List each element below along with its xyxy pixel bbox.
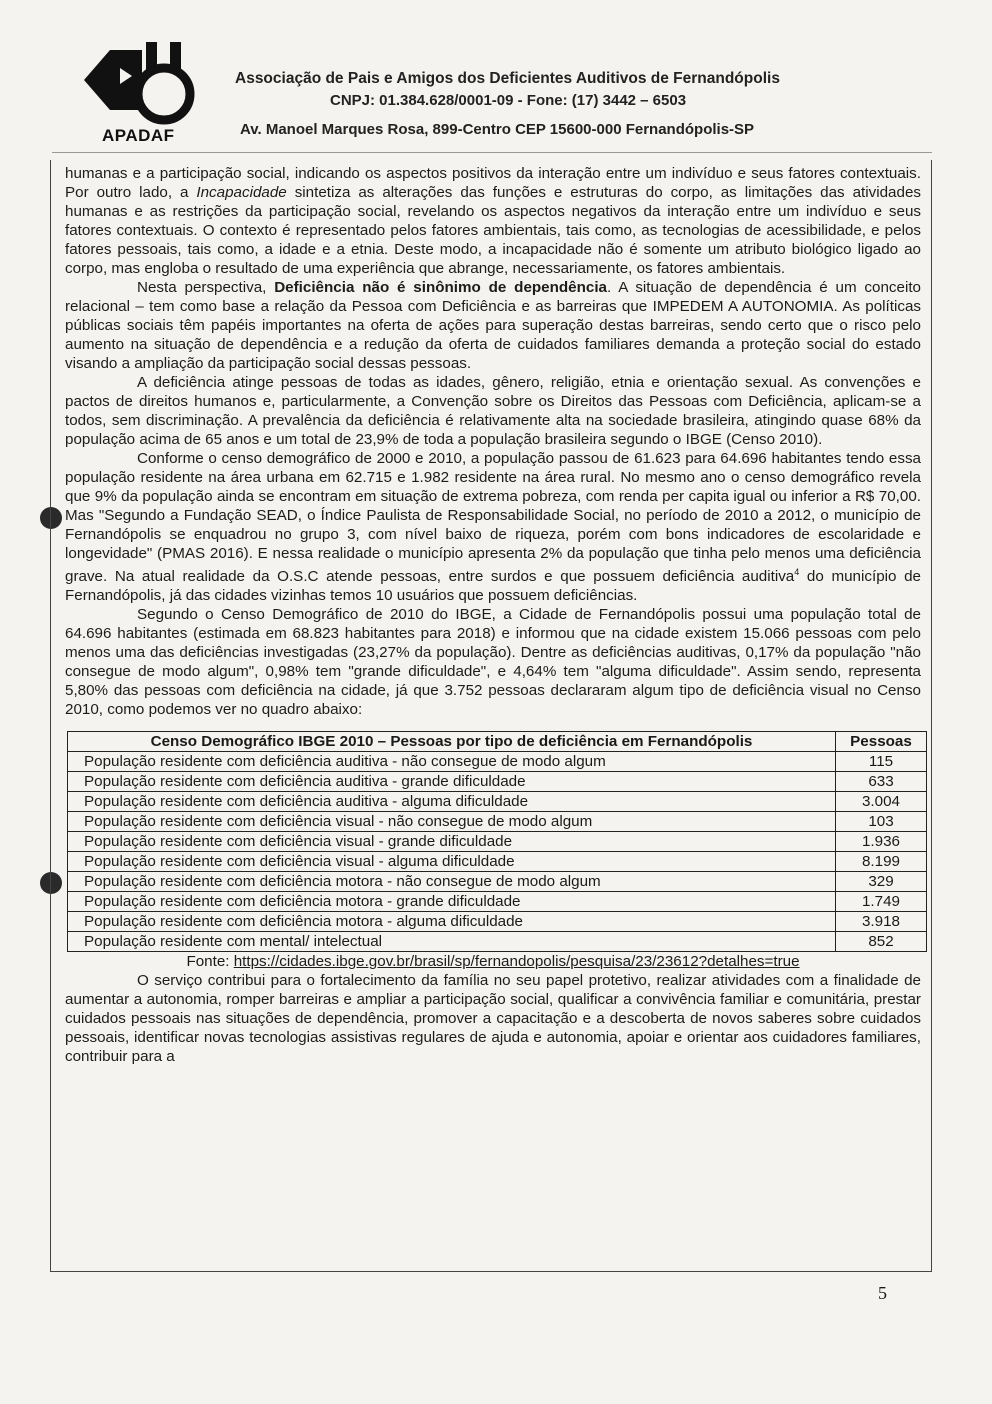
paragraph: O serviço contribui para o fortalecimento da família no seu papel protetivo, realizar atividades com a finalidade de aumentar a autonomia, romper barreiras e ampliar a participação social, qualificar a convivência familiar e comunitária, prestar cuidados pessoais nas situações de dependência, promover a capacitação e a descoberta de novos saberes sobre cuidados pessoais, identificar novas tecnologias assistivas regulares de ajuda e autonomia, apoiar e orientar aos cuidadores familiares, contribuir para a — [65, 972, 921, 1066]
row-label: População residente com deficiência auditiva - alguma dificuldade — [68, 792, 836, 812]
org-name: Associação de Pais e Amigos dos Deficientes Auditivos de Fernandópolis — [235, 70, 780, 87]
row-label: População residente com deficiência visual - não consegue de modo algum — [68, 812, 836, 832]
paragraph-text: humanas e a participação social, indicando os aspectos positivos da interação entre um indivíduo e seus fatores contextuais. Por outro lado, a — [65, 165, 921, 201]
paragraph-text: . A situação de dependência é um conceito relacional – tem como base a relação da Pessoa com Deficiência e as barreiras que IMPEDEM A AUTONOMIA. As políticas públicas sociais têm papéis importantes na oferta de ações para superação destas barreiras, sendo certo que o risco pelo aumento na situação de dependência e a redução da oferta de cuidados familiares demanda a proteção social do estado visando a ampliação da participação social dessas pessoas. — [65, 279, 921, 372]
census-table — [67, 731, 927, 952]
org-address: Av. Manoel Marques Rosa, 899-Centro CEP 15600-000 Fernandópolis-SP — [240, 121, 755, 138]
row-value: 115 — [836, 752, 927, 772]
italic-term: Incapacidade — [196, 184, 287, 201]
row-label: População residente com deficiência auditiva - grande dificuldade — [68, 772, 836, 792]
row-value: 3.004 — [836, 792, 927, 812]
paragraph — [65, 164, 921, 278]
table-row — [68, 872, 927, 892]
paragraph-text: sintetiza as alterações das funções e estruturas do corpo, as limitações das atividades humanas e as restrições da participação social, revelando os aspectos negativos da interação entre um indivíduo e seus fatores contextuais. O contexto é representado pelos fatores ambientais, tais como, as tecnologias de acessibilidade, e pelos fatores pessoais, tais como, a idade e a etnia. Deste modo, a incapacidade não é somente um atributo biológico ligado ao corpo, mas engloba o resultado de uma experiência que abrange, necessariamente, os fatores ambientais. — [65, 184, 921, 277]
logo-text: APADAF — [102, 126, 175, 145]
table-row — [68, 832, 927, 852]
row-value: 633 — [836, 772, 927, 792]
paragraph-text: Conforme o censo demográfico de 2000 e 2010, a população passou de 61.623 para 64.696 habitantes tendo essa população residente na área urbana em 62.715 e 1.982 residente na área rural. No mesmo ano o censo demográfico revela que 9% da população ainda se encontram em situação de extrema pobreza, com renda per capita igual ou inferior a R$ 70,00. Mas "Segundo a Fundação SEAD, o Índice Paulista de Responsabilidade Social, no período de 2010 a 2012, o município de Fernandópolis se enquadrou no grupo 3, com nível baixo de riqueza, porém com bons indicadores de escolaridade e longevidade" (PMAS 2016). E nessa realidade o município apresenta 2% da população que tinha pelo menos uma deficiência grave. Na atual realidade da O.S.C atende pessoas, entre surdos e que possuem deficiência auditiva — [65, 450, 921, 586]
table-row — [68, 932, 927, 952]
table-header-row — [68, 732, 927, 752]
paragraph-text: Nesta perspectiva, — [137, 279, 275, 296]
row-label: População residente com deficiência motora - grande dificuldade — [68, 892, 836, 912]
row-value: 329 — [836, 872, 927, 892]
apadaf-logo — [80, 38, 220, 156]
row-label: População residente com deficiência visual - alguma dificuldade — [68, 852, 836, 872]
ear-logo-icon — [80, 38, 220, 128]
table-row — [68, 772, 927, 792]
row-label: População residente com deficiência motora - não consegue de modo algum — [68, 872, 836, 892]
table-source — [65, 952, 921, 971]
row-value: 3.918 — [836, 912, 927, 932]
table-row — [68, 812, 927, 832]
table-header-value: Pessoas — [836, 732, 927, 752]
page-number: 5 — [878, 1283, 887, 1303]
row-value: 852 — [836, 932, 927, 952]
bold-statement: Deficiência não é sinônimo de dependência — [274, 279, 608, 296]
source-prefix: Fonte: — [186, 953, 234, 971]
document-body — [50, 160, 932, 1272]
footnote-marker: 4 — [794, 567, 800, 577]
table-row — [68, 852, 927, 872]
paragraph: Segundo o Censo Demográfico de 2010 do IBGE, a Cidade de Fernandópolis possui uma população total de 64.696 habitantes (estimada em 68.823 habitantes para 2018) e informou que na cidade existem 15.066 pessoas com pelo menos uma das deficiências investigadas (23,27% da população). Dentre as deficiências auditivas, 0,17% da população "não consegue de modo algum", 0,98% tem "grande dificuldade", e 4,64% tem "alguma dificuldade". Assim sendo, representa 5,80% das pessoas com deficiência na cidade, já que 3.752 pessoas declararam algum tipo de deficiência visual no Censo 2010, como podemos ver no quadro abaixo: — [65, 606, 921, 719]
table-row — [68, 912, 927, 932]
row-value: 8.199 — [836, 852, 927, 872]
row-value: 103 — [836, 812, 927, 832]
paragraph: A deficiência atinge pessoas de todas as idades, gênero, religião, etnia e orientação sexual. As convenções e pactos de direitos humanos e, particularmente, a Convenção sobre os Direitos das Pessoas com Deficiência, aplicam-se a todos, sem discriminação. A prevalência da deficiência é relativamente alta na sociedade brasileira, atingindo quase 68% da população acima de 65 anos e um total de 23,9% de toda a população brasileira segundo o IBGE (Censo 2010). — [65, 374, 921, 448]
header-divider — [52, 152, 932, 153]
table-header-label: Censo Demográfico IBGE 2010 – Pessoas por tipo de deficiência em Fernandópolis — [68, 732, 836, 752]
row-label: População residente com mental/ intelectual — [68, 932, 836, 952]
row-value: 1.749 — [836, 892, 927, 912]
row-value: 1.936 — [836, 832, 927, 852]
paragraph — [65, 449, 921, 605]
table-row — [68, 752, 927, 772]
row-label: População residente com deficiência visual - grande dificuldade — [68, 832, 836, 852]
table-row — [68, 792, 927, 812]
paragraph — [65, 278, 921, 373]
letterhead — [60, 30, 940, 150]
source-link[interactable]: https://cidades.ibge.gov.br/brasil/sp/fernandopolis/pesquisa/23/23612?detalhes=true — [233, 953, 800, 971]
table-row — [68, 892, 927, 912]
org-cnpj-phone: CNPJ: 01.384.628/0001-09 - Fone: (17) 3442 – 6503 — [330, 92, 687, 109]
row-label: População residente com deficiência auditiva - não consegue de modo algum — [68, 752, 836, 772]
paragraph-text: do município de Fernandópolis, já das cidades vizinhas temos 10 usuários que possuem deficiências. — [65, 568, 921, 605]
row-label: População residente com deficiência motora - alguma dificuldade — [68, 912, 836, 932]
